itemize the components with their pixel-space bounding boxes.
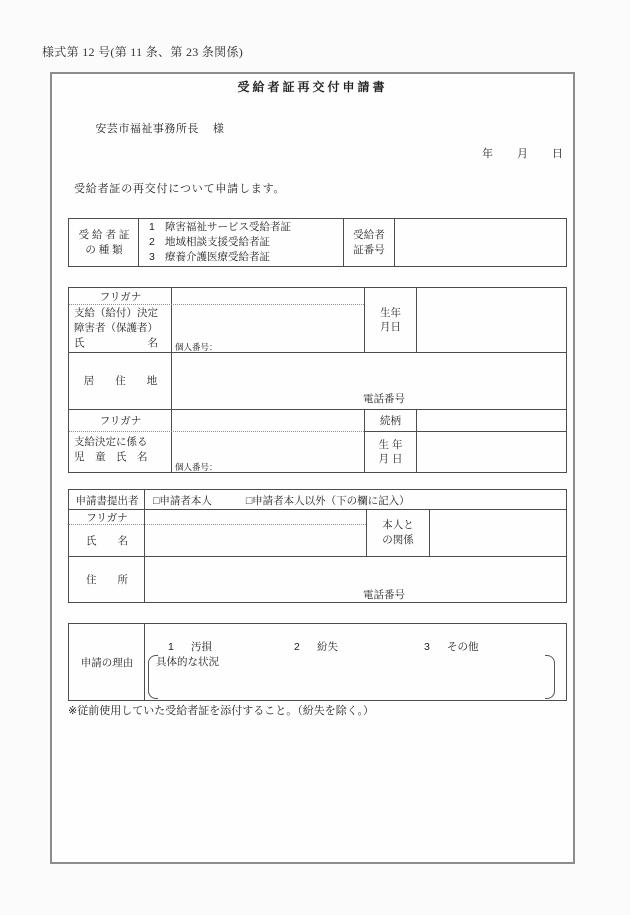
child-birthdate-label [365, 432, 416, 472]
certificate-option [139, 220, 343, 235]
name-label-line3: 氏 名 [74, 337, 158, 349]
reason-option-label: 汚損 [191, 641, 212, 653]
page-title: 受給者証再交付申請書 [237, 80, 388, 94]
reason-option-number: 1 [168, 641, 174, 653]
name-label-line2: 障害者（保護者） [74, 322, 158, 334]
applicant-name-field [145, 510, 366, 555]
birthdate-label-line1: 生年 [380, 307, 401, 319]
applicant-table [68, 489, 567, 603]
reason-detail-field [159, 668, 544, 698]
certificate-type-table [68, 218, 567, 267]
recipient-birthdate-label [365, 289, 416, 351]
recipient-address-label [70, 353, 171, 408]
applicant-address-label-text: 住 所 [86, 574, 128, 586]
recipient-phone-label: 電話番号 [363, 393, 405, 405]
reason-option-label: 紛失 [317, 641, 338, 653]
certificate-option [139, 250, 343, 265]
checkbox-applicant-self: □申請者本人 [153, 494, 212, 507]
reason-option-3 [424, 641, 479, 654]
reason-option-number: 2 [294, 641, 300, 653]
applicant-relation-label [367, 510, 429, 555]
addressee: 安芸市福祉事務所長 [95, 122, 199, 135]
cert-number-header-line2: 証番号 [353, 243, 385, 256]
reason-table [68, 623, 567, 701]
applicant-relation-line1: 本人と [382, 518, 414, 531]
reason-detail-label: 具体的な状況 [156, 656, 219, 668]
addressee-honorific: 様 [212, 122, 225, 135]
reason-option-label: その他 [447, 641, 479, 653]
name-label-line1: 支給（給付）決定 [74, 307, 158, 319]
recipient-name-label [74, 306, 158, 351]
certificate-option [139, 235, 343, 250]
child-birthdate-label-line1: 生 年 [378, 439, 403, 451]
child-personal-number-label: 個人番号： [175, 462, 218, 472]
child-furigana-label-text: フリガナ [99, 414, 142, 427]
cert-number-header-line1: 受給者 [353, 228, 385, 241]
reason-option-2 [294, 641, 338, 654]
reason-option-1 [168, 641, 212, 654]
submitter-label-text: 申請書提出者 [75, 494, 139, 507]
applicant-name-label [70, 525, 144, 555]
child-birthdate-label-line2: 月 日 [378, 453, 403, 465]
furigana-label-text: フリガナ [99, 291, 142, 303]
certificate-type-header-line1: 受 給 者 証 [78, 228, 130, 241]
address-label-text: 居 住 地 [83, 375, 158, 387]
recipient-table [68, 287, 567, 473]
relation-label [365, 410, 416, 430]
certificate-type-options [139, 220, 343, 265]
form-border [50, 72, 575, 864]
cert-number-field [395, 220, 566, 265]
relation-label-text: 続柄 [380, 414, 401, 427]
form-number: 様式第 12 号(第 11 条、第 23 条関係) [42, 45, 244, 59]
applicant-address-label [70, 557, 144, 602]
applicant-furigana-label-text: フリガナ [86, 511, 128, 524]
date-month-label: 月 [517, 148, 528, 160]
certificate-type-header [70, 220, 138, 265]
applicant-address-field [145, 557, 566, 602]
date-day-label: 日 [552, 148, 563, 160]
applicant-relation-field [430, 510, 566, 555]
child-birthdate-field [417, 432, 566, 472]
child-name-label-line1: 支給決定に係る [74, 436, 148, 448]
option-label: 地域相談支援受給者証 [165, 236, 270, 248]
footnote: ※従前使用していた受給者証を添付すること。（紛失を除く。） [68, 705, 374, 717]
left-bracket [148, 655, 158, 699]
applicant-phone-label: 電話番号 [363, 589, 405, 601]
reason-option-number: 3 [424, 641, 430, 653]
applicant-furigana-label [70, 510, 144, 524]
addressee-line [74, 109, 224, 150]
checkbox-applicant-other: □申請者本人以外（下の欄に記入） [245, 494, 410, 507]
applicant-relation-line2: の関係 [382, 533, 414, 546]
reason-label-text: 申請の理由 [80, 656, 134, 669]
submitter-label [70, 491, 144, 509]
right-bracket [545, 655, 555, 699]
recipient-birthdate-field [417, 289, 566, 351]
grid-line [144, 624, 145, 700]
date-year-label: 年 [482, 148, 493, 160]
cert-number-header [344, 220, 394, 265]
option-label: 療養介護医療受給者証 [165, 251, 270, 263]
birthdate-label-line2: 月日 [380, 321, 401, 333]
intro-sentence: 受給者証の再交付について申請します。 [74, 183, 286, 195]
relation-field [417, 410, 566, 430]
option-number: 1 [149, 221, 155, 233]
recipient-furigana-label [70, 289, 171, 304]
certificate-type-header-line2: の 種 類 [85, 243, 123, 256]
option-number: 2 [149, 236, 155, 248]
child-name-label-line2: 児 童 氏 名 [74, 451, 148, 463]
date-line [482, 148, 563, 162]
option-number: 3 [149, 251, 155, 263]
child-name-label [74, 435, 148, 465]
option-label: 障害福祉サービス受給者証 [165, 221, 291, 233]
reason-label [70, 625, 144, 699]
child-furigana-label [70, 410, 171, 430]
personal-number-label: 個人番号： [175, 342, 218, 352]
submitter-checkboxes [145, 491, 565, 509]
applicant-name-label-text: 氏 名 [86, 534, 128, 547]
